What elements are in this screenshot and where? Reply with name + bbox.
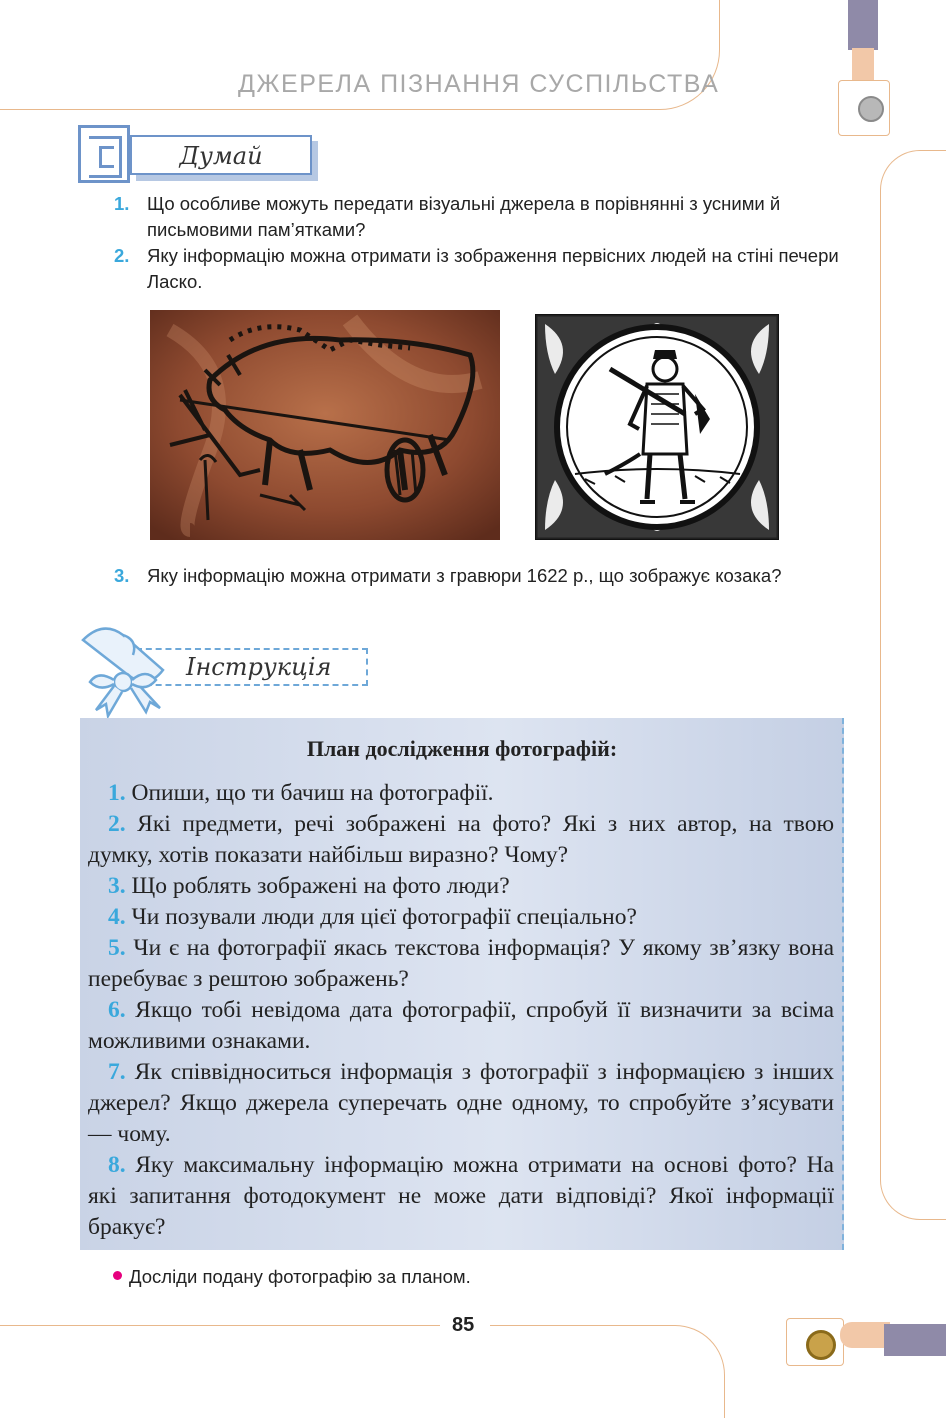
- plan-item-1: [88, 778, 834, 809]
- plan-item-2: [88, 809, 834, 871]
- think-title: Думай: [179, 142, 263, 170]
- question-number: 3.: [114, 565, 130, 586]
- plan-item-text: Опиши, що ти бачиш на фотографії.: [131, 780, 494, 806]
- plan-title: План дослідження фотографій:: [306, 736, 618, 761]
- plan-item-number: 4.: [108, 904, 126, 930]
- question-1: [114, 191, 814, 243]
- question-3: [114, 563, 849, 589]
- plan-item-number: 7.: [108, 1059, 126, 1085]
- task-text: Досліди подану фотографію за планом.: [129, 1266, 471, 1287]
- cave-painting-lascaux: [150, 310, 500, 540]
- plan-item-number: 5.: [108, 935, 126, 961]
- plan-item-number: 3.: [108, 873, 126, 899]
- plan-item-text: Якщо тобі невідома дата фотографії, спробуй її визначити за всіма можливими ознаками.: [88, 997, 834, 1054]
- plan-item-text: Які предмети, речі зображені на фото? Які з них автор, на твою думку, хотів показати найбільш виразно? Чому?: [88, 811, 834, 868]
- plan-item-text: Чи є на фотографії якась текстова інформація? У якому зв’язку вона перебуває з рештою зображень?: [88, 935, 835, 992]
- hand-decoration: [840, 1322, 890, 1348]
- plan-item-text: Чи позували люди для цієї фотографії спеціально?: [131, 904, 637, 930]
- question-text: Яку інформацію можна отримати із зображення первісних людей на стіні печери Ласко.: [147, 245, 839, 292]
- plan-item-5: [88, 933, 834, 995]
- coin-icon: [858, 96, 884, 122]
- question-number: 1.: [114, 193, 130, 214]
- question-number: 2.: [114, 245, 130, 266]
- plan-item-3: [88, 871, 834, 902]
- scroll-icon: [78, 620, 188, 720]
- task-bullet: [113, 1266, 471, 1288]
- plan-item-8: [88, 1150, 834, 1243]
- question-text: Яку інформацію можна отримати з гравюри 1622 р., що зображує козака?: [147, 565, 782, 586]
- plan-item-6: [88, 995, 834, 1057]
- page-number: 85: [452, 1314, 475, 1336]
- coin-icon: [806, 1330, 836, 1360]
- think-title-box: [130, 135, 312, 175]
- engraving-cossack-1622: [535, 314, 779, 540]
- plan-item-number: 1.: [108, 780, 126, 806]
- plan-item-text: Як співвідноситься інформація з фотографії з інформацією з інших джерел? Якщо джерела суперечать одне одному, то спробуйте з’ясувати — чому.: [88, 1059, 835, 1147]
- plan-item-text: Яку максимальну інформацію можна отримати на основі фото? На які запитання фотодокумент не може дати відповіді? Якої інформації бракує?: [88, 1152, 834, 1240]
- maze-icon: [78, 125, 130, 183]
- instruction-panel: [80, 718, 844, 1250]
- page-frame-right: [880, 150, 946, 1220]
- sleeve-decoration: [884, 1324, 946, 1356]
- sleeve-decoration: [848, 0, 878, 50]
- plan-item-number: 6.: [108, 997, 126, 1023]
- page-frame-bottom-left: [0, 1325, 440, 1326]
- instruction-title: Інструкція: [186, 653, 332, 681]
- plan-item-text: Що роблять зображені на фото люди?: [131, 873, 510, 899]
- plan-list: [88, 778, 834, 1243]
- plan-item-7: [88, 1057, 834, 1150]
- running-head: ДЖЕРЕЛА ПІЗНАННЯ СУСПІЛЬСТВА: [238, 70, 720, 98]
- plan-item-number: 8.: [108, 1152, 126, 1178]
- plan-item-number: 2.: [108, 811, 126, 837]
- plan-item-4: [88, 902, 834, 933]
- question-2: [114, 243, 849, 295]
- page-frame-bottom-right: [490, 1325, 725, 1418]
- question-text: Що особливе можуть передати візуальні джерела в порівнянні з усними й письмовими пам’ятками?: [147, 193, 781, 240]
- bullet-icon: [113, 1271, 122, 1280]
